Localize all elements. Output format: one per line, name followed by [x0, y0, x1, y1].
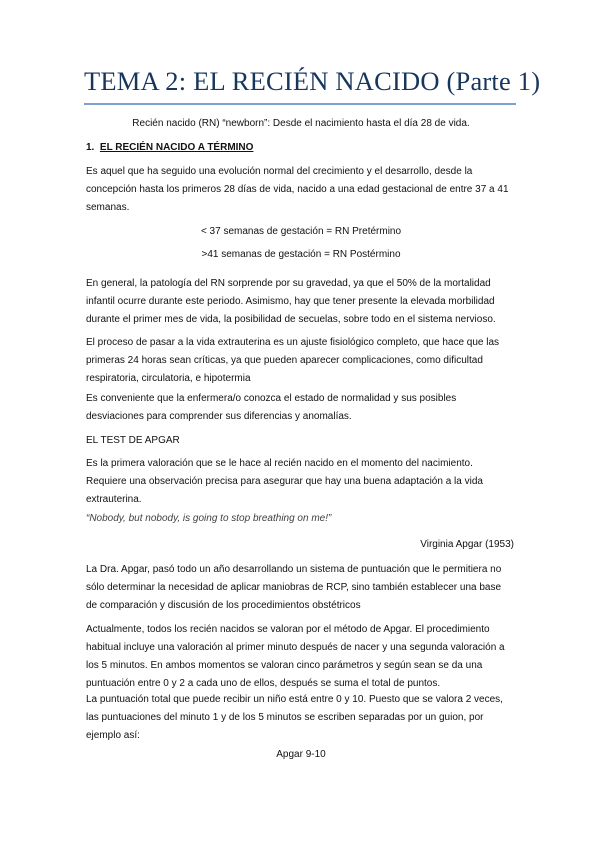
text-line: extrauterina. [86, 494, 142, 505]
text-line: sólo determinar la necesidad de aplicar maniobras de RCP, sino también establecer una base [86, 582, 502, 593]
text-line: Es conveniente que la enfermera/o conozca el estado de normalidad y sus posibles [86, 393, 457, 404]
text-line: concepción hasta los primeros 28 días de vida, nacido a una edad gestacional de entre 37 a 41 [86, 184, 509, 195]
text-line: las puntuaciones del minuto 1 y de los 5 minutos se escriben separadas por un guion, por [86, 712, 484, 723]
text-line: durante el primer mes de vida, la posibilidad de secuelas, sobre todo en el sistema nervioso. [86, 314, 496, 325]
text-line: ejemplo así: [86, 730, 140, 741]
text-line: los 5 minutos. En ambos momentos se valoran cinco parámetros y según sean se da una [86, 660, 483, 671]
text-line: Actualmente, todos los recién nacidos se valoran por el método de Apgar. El procedimiento [86, 624, 490, 635]
paragraph-history [86, 561, 516, 615]
preterm-definition: < 37 semanas de gestación = RN Pretérmino [200, 226, 402, 237]
text-line: Es aquel que ha seguido una evolución normal del crecimiento y el desarrollo, desde la [86, 166, 473, 177]
section-heading [86, 139, 516, 157]
subtitle: Recién nacido (RN) “newborn”: Desde el nacimiento hasta el día 28 de vida. [132, 118, 470, 129]
text-line: En general, la patología del RN sorprende por su gravedad, ya que el 50% de la mortalidad [86, 278, 491, 289]
title-underline [84, 103, 516, 105]
postterm-definition: >41 semanas de gestación = RN Postérmino [201, 249, 401, 260]
paragraph-definition [86, 163, 516, 217]
apgar-heading: EL TEST DE APGAR [86, 435, 180, 446]
paragraph-extrauterine [86, 334, 516, 388]
paragraph-apgar-intro [86, 455, 516, 509]
text-line: La Dra. Apgar, pasó todo un año desarrollando un sistema de puntuación que le permitiera no [86, 564, 502, 575]
paragraph-nurse [86, 390, 516, 426]
text-line: desviaciones para comprender sus diferencias y anomalías. [86, 411, 352, 422]
apgar-example: Apgar 9-10 [276, 749, 326, 760]
text-line: de comparación y discusión de los procedimientos obstétricos [86, 600, 361, 611]
text-line: El proceso de pasar a la vida extrauterina es un ajuste fisiológico completo, que hace que las [86, 337, 500, 348]
quote-author: Virginia Apgar (1953) [420, 539, 514, 550]
paragraph-pathology [86, 275, 516, 329]
text-line: primeras 24 horas sean críticas, ya que pueden aparecer complicaciones, como dificultad [86, 355, 483, 366]
section-title: EL RECIÉN NACIDO A TÉRMINO [99, 142, 254, 153]
page-title: TEMA 2: EL RECIÉN NACIDO (Parte 1) [84, 66, 541, 96]
text-line: Requiere una observación precisa para asegurar que hay una buena adaptación a la vida [86, 476, 483, 487]
quote: “Nobody, but nobody, is going to stop breathing on me!” [86, 513, 332, 524]
text-line: semanas. [86, 202, 130, 213]
paragraph-method [86, 621, 516, 693]
text-line: respiratoria, circulatoria, e hipotermia [86, 373, 251, 384]
text-line: Es la primera valoración que se le hace al recién nacido en el momento del nacimiento. [86, 458, 473, 469]
text-line: habitual incluye una valoración al primer minuto después de nacer y una segunda valoración a [86, 642, 505, 653]
paragraph-score [86, 691, 516, 745]
text-line: puntuación entre 0 y 2 a cada uno de ellos, después se suma el total de puntos. [86, 678, 441, 689]
text-line: La puntuación total que puede recibir un niño está entre 0 y 10. Puesto que se valora 2 veces, [86, 694, 503, 705]
text-line: infantil ocurre durante este periodo. Asimismo, hay que tener presente la elevada morbilidad [86, 296, 495, 307]
section-number: 1. [86, 142, 95, 153]
